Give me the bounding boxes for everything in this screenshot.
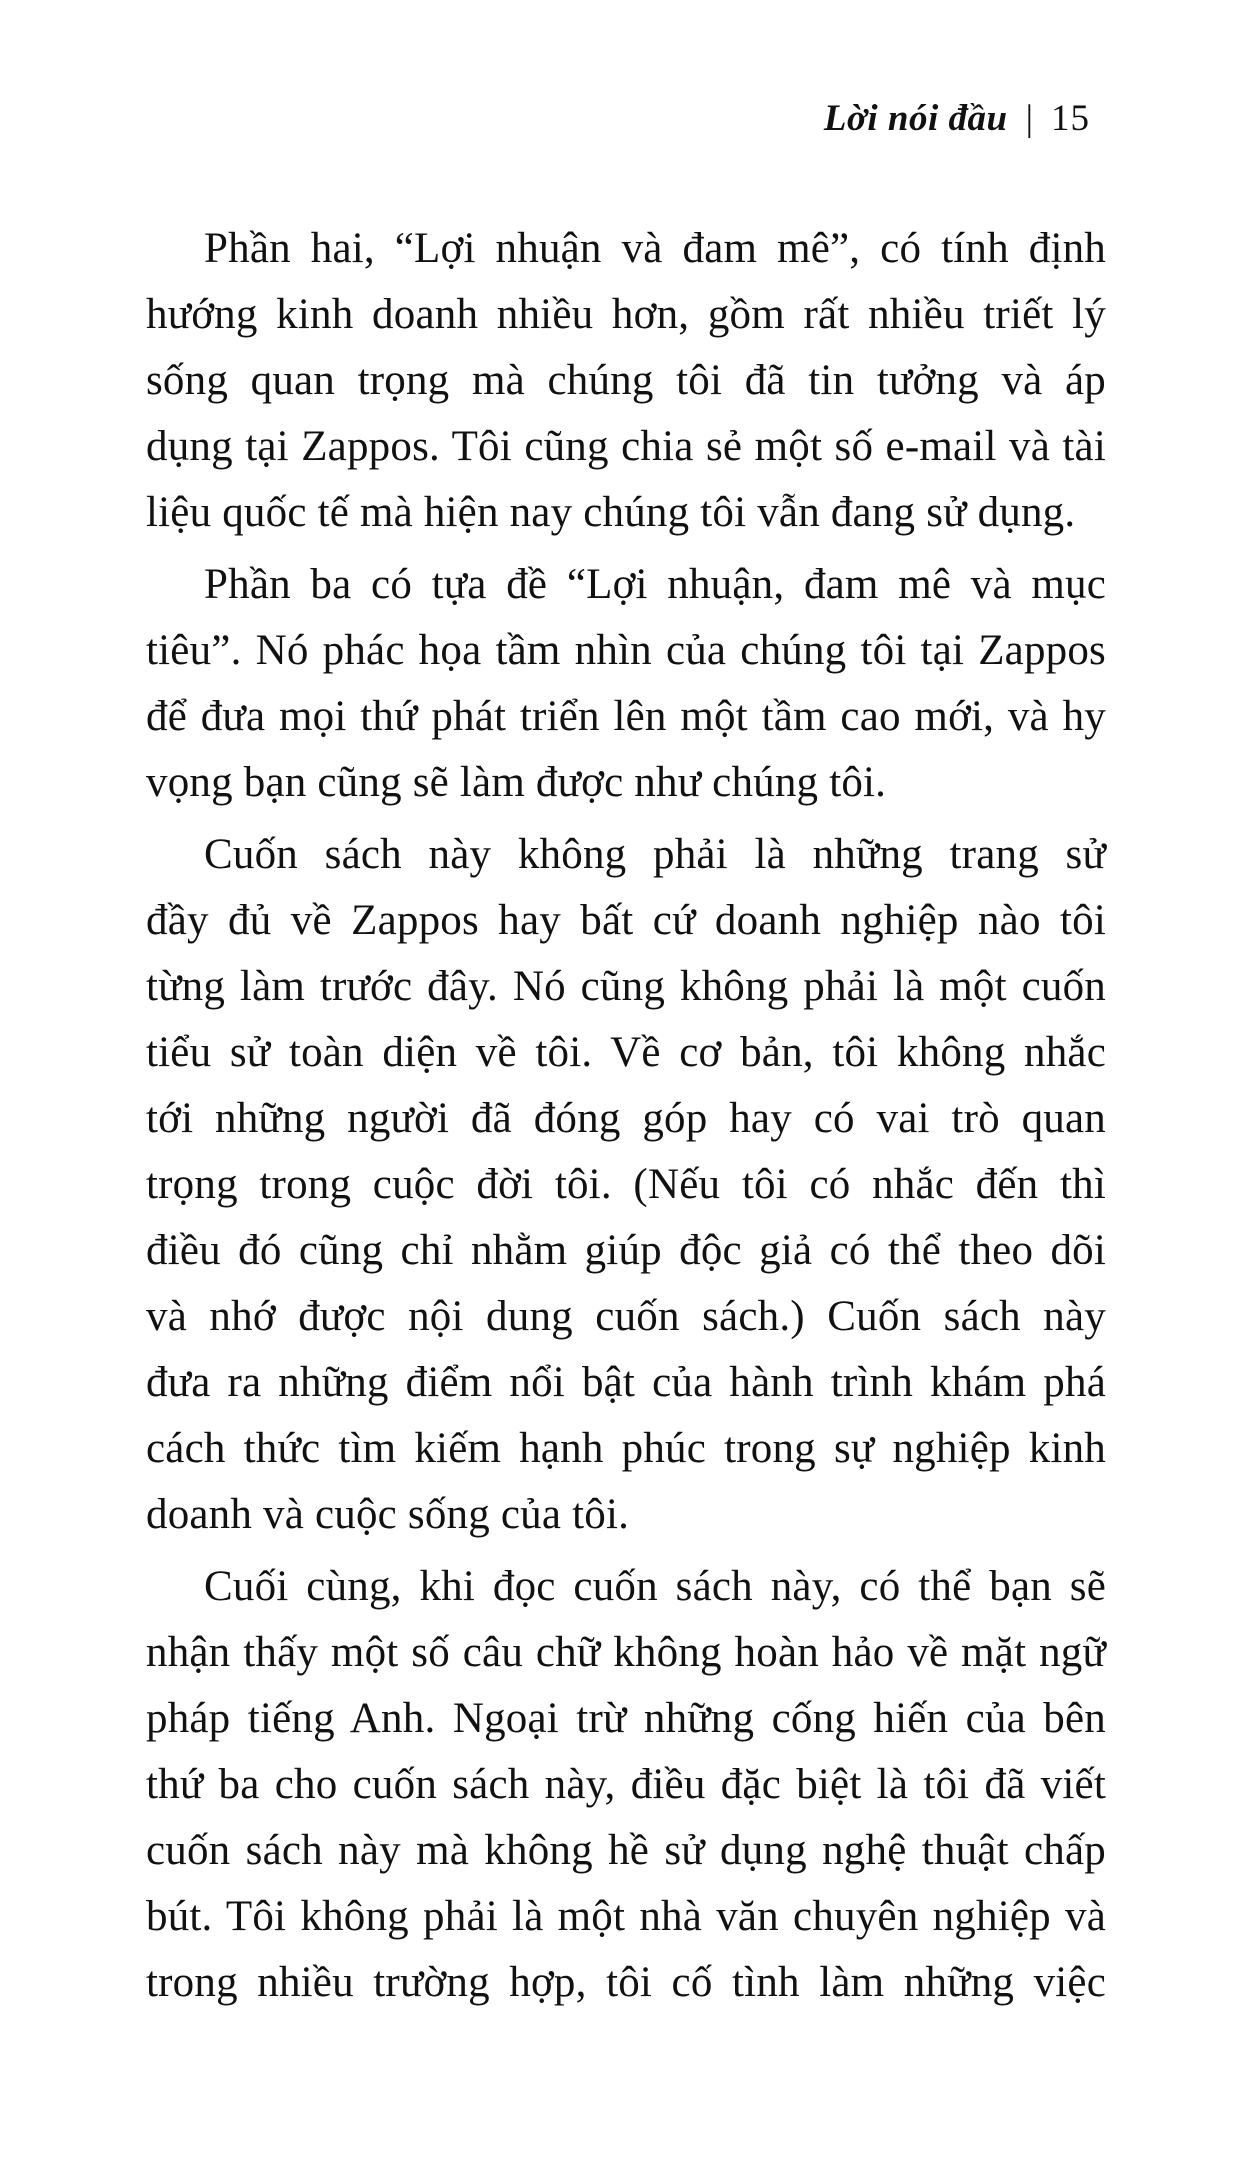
text-line: bút. Tôi không phải là một nhà văn chuyên nghiệp và bbox=[146, 1893, 1106, 1940]
text-line: điều đó cũng chỉ nhằm giúp độc giả có thể theo dõi bbox=[146, 1227, 1106, 1274]
text-line: Cuốn sách này không phải là những trang sử bbox=[204, 831, 1106, 878]
running-header bbox=[824, 100, 1090, 137]
text-line: từng làm trước đây. Nó cũng không phải là một cuốn bbox=[146, 963, 1106, 1010]
text-line: đầy đủ về Zappos hay bất cứ doanh nghiệp nào tôi bbox=[146, 897, 1106, 944]
text-line: đưa ra những điểm nổi bật của hành trình khám phá bbox=[146, 1359, 1106, 1406]
text-line: nhận thấy một số câu chữ không hoàn hảo về mặt ngữ bbox=[146, 1629, 1106, 1676]
text-line: cuốn sách này mà không hề sử dụng nghệ thuật chấp bbox=[146, 1827, 1106, 1874]
text-line: trọng trong cuộc đời tôi. (Nếu tôi có nhắc đến thì bbox=[146, 1161, 1106, 1208]
text-line: thứ ba cho cuốn sách này, điều đặc biệt là tôi đã viết bbox=[146, 1761, 1106, 1808]
text-line: cách thức tìm kiếm hạnh phúc trong sự nghiệp kinh bbox=[146, 1425, 1106, 1472]
text-line: vọng bạn cũng sẽ làm được như chúng tôi. bbox=[146, 759, 887, 806]
page-number: 15 bbox=[1051, 98, 1090, 139]
paragraph-book-scope bbox=[146, 822, 1106, 1548]
header-separator: | bbox=[1025, 98, 1033, 139]
text-line: Phần hai, “Lợi nhuận và đam mê”, có tính định bbox=[204, 225, 1106, 272]
body-text bbox=[146, 216, 1106, 2022]
text-line: liệu quốc tế mà hiện nay chúng tôi vẫn đang sử dụng. bbox=[146, 489, 1076, 536]
text-line: hướng kinh doanh nhiều hơn, gồm rất nhiều triết lý bbox=[146, 291, 1106, 338]
text-line: sống quan trọng mà chúng tôi đã tin tưởng và áp bbox=[146, 357, 1106, 404]
paragraph-part-two bbox=[146, 216, 1106, 546]
text-line: và nhớ được nội dung cuốn sách.) Cuốn sách này bbox=[146, 1293, 1106, 1340]
paragraph-part-three bbox=[146, 552, 1106, 816]
text-line: dụng tại Zappos. Tôi cũng chia sẻ một số e-mail và tài bbox=[146, 423, 1106, 470]
text-line: để đưa mọi thứ phát triển lên một tầm cao mới, và hy bbox=[146, 693, 1106, 740]
text-line: doanh và cuộc sống của tôi. bbox=[146, 1491, 630, 1538]
text-line: tiểu sử toàn diện về tôi. Về cơ bản, tôi không nhắc bbox=[146, 1029, 1106, 1076]
text-line: tới những người đã đóng góp hay có vai trò quan bbox=[146, 1095, 1106, 1142]
section-title: Lời nói đầu bbox=[823, 98, 1008, 139]
paragraph-finally bbox=[146, 1554, 1106, 2016]
text-line: trong nhiều trường hợp, tôi cố tình làm những việc bbox=[146, 1959, 1106, 2006]
text-line: Phần ba có tựa đề “Lợi nhuận, đam mê và mục bbox=[204, 561, 1106, 608]
text-line: tiêu”. Nó phác họa tầm nhìn của chúng tôi tại Zappos bbox=[146, 627, 1106, 674]
text-line: Cuối cùng, khi đọc cuốn sách này, có thể bạn sẽ bbox=[204, 1563, 1106, 1610]
text-line: pháp tiếng Anh. Ngoại trừ những cống hiến của bên bbox=[146, 1695, 1106, 1742]
